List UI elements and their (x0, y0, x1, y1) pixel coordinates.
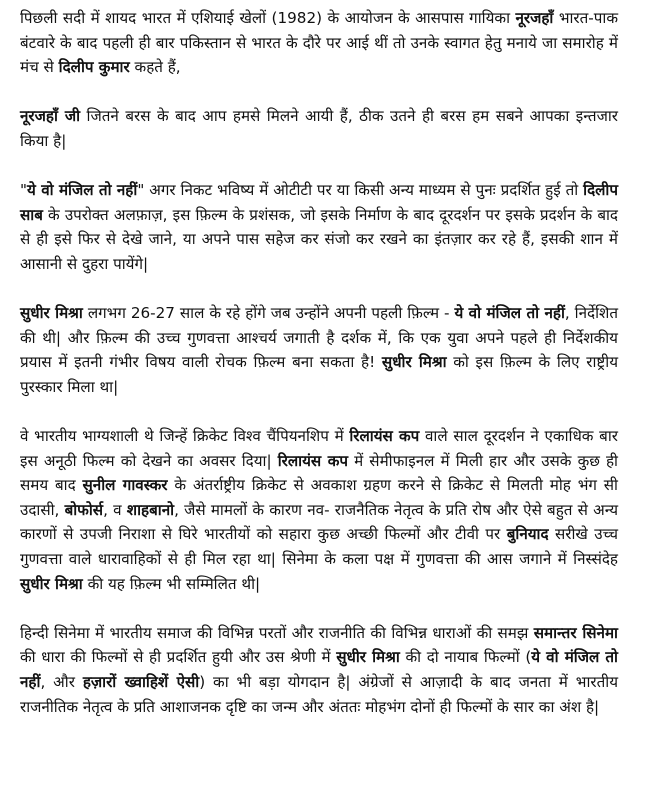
emphasized-term: सुधीर मिश्रा (381, 353, 447, 372)
text-run: वे भारतीय भाग्यशाली थे जिन्हें क्रिकेट विश्व चैंपियनशिप में (20, 427, 350, 446)
emphasized-term: शाहबानो (126, 500, 175, 519)
emphasized-term: हज़ारों ख्वाहिशें ऐसी (82, 673, 200, 692)
text-run: , और (40, 673, 83, 692)
emphasized-term: सुनील गावस्कर (82, 476, 168, 495)
text-run: की दो नायाब फिल्मों ( (399, 648, 532, 667)
paragraph (20, 301, 618, 399)
emphasized-term: सुधीर मिश्रा (336, 648, 400, 667)
emphasized-term: ये वो मंजिल तो नहीं (20, 648, 618, 692)
text-run: को इस फ़िल्म के लिए राष्ट्रीय पुरस्कार मिला था| (20, 353, 618, 396)
emphasized-term: रिलायंस कप (349, 427, 420, 446)
text-run: कहते हैं, (129, 58, 181, 77)
document-body (20, 6, 618, 744)
text-run: में सेमीफाइनल में मिली हार और उसके कुछ ही समय बाद (20, 451, 618, 495)
paragraph (20, 6, 618, 80)
emphasized-term: नूरजहाँ जी (20, 107, 81, 126)
text-run: , निर्देशित की थी| और फ़िल्म की उच्च गुणवत्ता आश्चर्य जगाती है दर्शक में, कि एक युवा अपने पहले ही निर्देशकीय प्रयास में इतनी गंभीर विषय वाली रोचक फ़िल्म बना सकता है! (20, 304, 619, 372)
emphasized-term: बुनियाद (506, 525, 549, 544)
text-run: की यह फ़िल्म भी सम्मिलित थी| (82, 574, 261, 593)
paragraph (20, 424, 618, 596)
emphasized-term: ये वो मंजिल तो नहीं (27, 181, 138, 200)
text-run: " अगर निकट भविष्य में ओटीटी पर या किसी अन्य माध्यम से पुनः प्रदर्शित हुई तो (137, 181, 584, 200)
text-run: लगभग 26-27 साल के रहे होंगे जब उन्होंने अपनी पहली फ़िल्म - (82, 304, 455, 323)
emphasized-term: रिलायंस कप (277, 451, 349, 470)
emphasized-term: सुधीर मिश्रा (20, 574, 83, 593)
text-run: जितने बरस के बाद आप हमसे मिलने आयी हैं, ठीक उतने ही बरस हम सबने आपका इन्तजार किया है| (20, 107, 618, 150)
paragraph (20, 621, 618, 719)
text-run: वाले साल दूरदर्शन ने एकाधिक बार इस अनूठी फिल्म को देखने का अवसर दिया| (20, 427, 618, 470)
text-run: , व (103, 500, 127, 519)
paragraph (20, 104, 618, 153)
text-run: सरीखे उच्च गुणवत्ता वाले धारावाहिकों से ही मिल रहा था| सिनेमा के कला पक्ष में गुणवत्ता की आस जगाने में निस्संदेह (20, 525, 618, 569)
emphasized-term: सुधीर मिश्रा (20, 304, 83, 323)
emphasized-term: दिलीप कुमार (58, 58, 130, 77)
emphasized-term: नूरजहाँ (515, 9, 554, 27)
text-run: , जैसे मामलों के कारण नव- राजनैतिक नेतृत्व के प्रति रोष और ऐसे बहुत से अन्य कारणों से उपजी निराशा से घिरे भारतीयों को सहारा कुछ अच्छी फिल्मों और टीवी पर (20, 500, 619, 544)
text-run: भारत-पाक बंटवारे के बाद पहली ही बार पकिस्तान से भारत के दौरे पर आई थीं तो उनके स्वागत हेतु मनाये जा समारोह में मंच से (20, 9, 619, 77)
text-run: की धारा की फिल्मों से ही प्रदर्शित हुयी और उस श्रेणी में (20, 648, 337, 667)
text-run: पिछली सदी में शायद भारत में एशियाई खेलों (1982) के आयोजन के आसपास गायिका (20, 9, 516, 27)
emphasized-term: ये वो मंजिल तो नहीं (454, 304, 565, 323)
text-run: ) का भी बड़ा योगदान है| अंग्रेजों से आज़ादी के बाद जनता में भारतीय राजनीतिक नेतृत्व के प्रति आशाजनक दृष्टि का जन्म और अंततः मोहभंग दोनों ही फिल्मों के सार का अंश है| (20, 673, 618, 716)
text-run: के अंतर्राष्ट्रीय क्रिकेट से अवकाश ग्रहण करने से क्रिकेट से मिलती मोह भंग सी उदासी, (20, 476, 618, 519)
text-run: " (20, 181, 27, 200)
emphasized-term: दिलीप साब (20, 181, 618, 224)
emphasized-term: समान्तर सिनेमा (533, 623, 618, 642)
emphasized-term: बोफोर्स (64, 500, 104, 519)
text-run: के उपरोक्त अलफ़ाज़, इस फ़िल्म के प्रशंसक, जो इसके निर्माण के बाद दूरदर्शन पर इसके प्रदर्शन के बाद से ही इसे फिर से देखे जाने, या अपने पास सहेज कर संजो कर रखने का इंतज़ार कर रहे हैं, इसकी शान में आसानी से दुहरा पायेंगे| (20, 205, 618, 273)
paragraph (20, 178, 618, 276)
text-run: हिन्दी सिनेमा में भारतीय समाज की विभिन्न परतों और राजनीति की विभिन्न धाराओं की समझ (20, 623, 534, 642)
